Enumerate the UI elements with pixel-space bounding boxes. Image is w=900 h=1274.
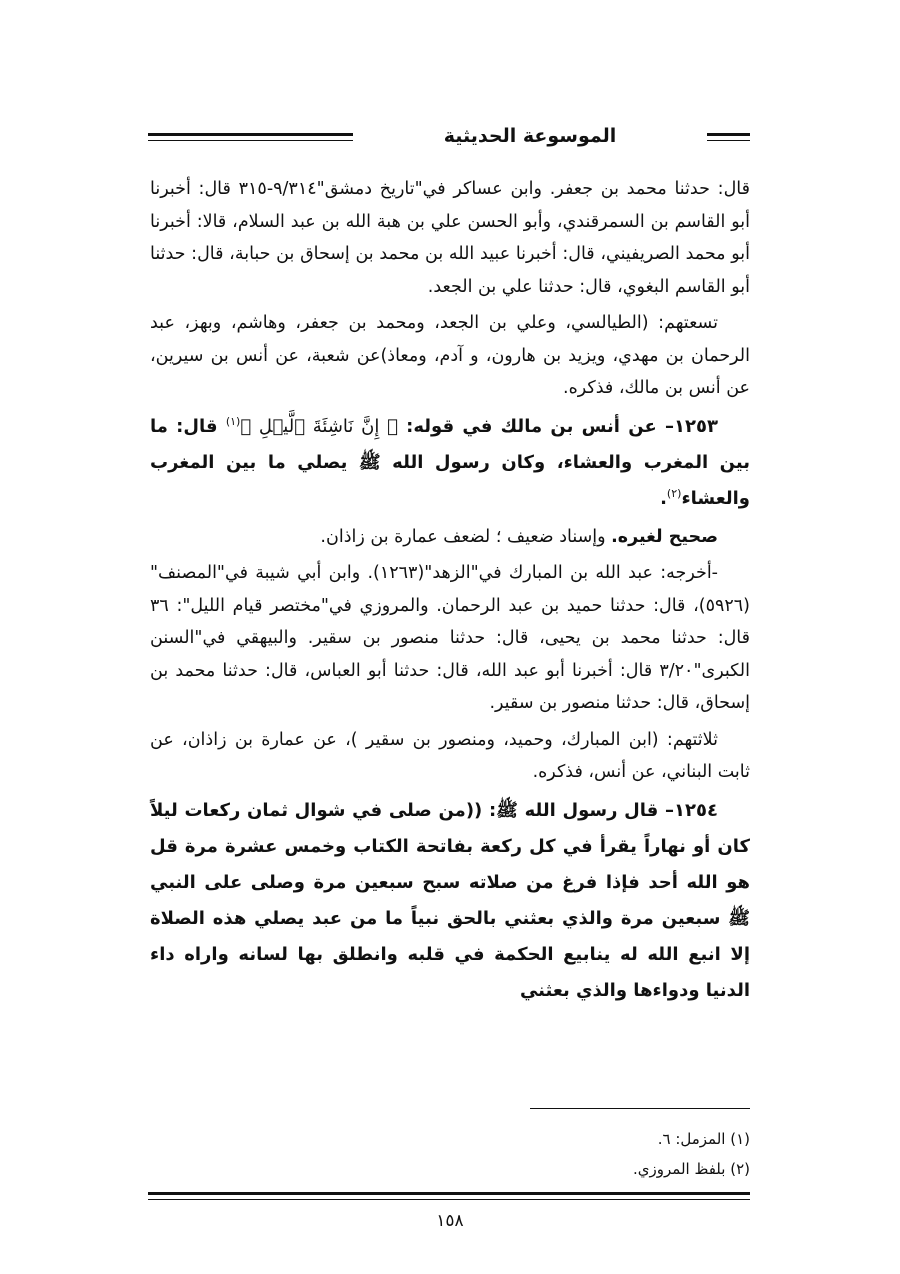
- grade-label: صحيح لغيره.: [611, 526, 718, 547]
- grade-1253: [150, 521, 750, 554]
- page-header: [148, 122, 750, 152]
- footnote-separator: [530, 1108, 750, 1109]
- footnotes: [150, 1124, 750, 1184]
- paragraph-isnad-continued: قال: حدثنا محمد بن جعفر. وابن عساكر في"تاريخ دمشق"٩/٣١٤-٣١٥ قال: أخبرنا أبو القاسم بن السمرقندي، وأبو الحسن علي بن هبة الله بن عبد السلام، قالا: أخبرنا أبو محمد الصريفيني، قال: أخبرنا عبيد الله بن محمد بن إسحاق بن حبابة، قال: حدثنا أبو القاسم البغوي، قال: حدثنا علي بن الجعد.: [150, 179, 750, 297]
- hadith-1253-intro: ١٢٥٣– عن أنس بن مالك في قوله:: [397, 415, 718, 437]
- page-body: [150, 173, 750, 1009]
- hadith-1254: ١٢٥٤– قال رسول الله ﷺ: ((من صلى في شوال ثمان ركعات ليلاً كان أو نهاراً يقرأ في كل ركعة بفاتحة الكتاب وخمس عشرة مرة قل هو الله أحد فإذا فرغ من صلاته سبح سبعين مرة وصلى على النبي ﷺ سبعين مرة والذي بعثني بالحق نبياً ما من عبد يصلي هذه الصلاة إلا انبع الله له ينابيع الحكمة في قلبه وانطلق بها لسانه واراه داء الدنيا ودواءها والذي بعثني: [150, 799, 750, 1001]
- takhrij-1253-summary: ثلاثتهم: (ابن المبارك، وحميد، ومنصور بن سقير )، عن عمارة بن زاذان، عن ثابت البناني، عن أنس، فذكره.: [150, 729, 750, 782]
- hadith-1253-end: .: [660, 487, 667, 509]
- header-rule-left: [148, 133, 353, 141]
- page-title: الموسوعة الحديثية: [443, 125, 617, 147]
- paragraph-summary-tisatuhum: تسعتهم: (الطيالسي، وعلي بن الجعد، ومحمد بن جعفر، وهاشم، وبهز، عبد الرحمان بن مهدي، ويزيد بن هارون، و آدم، ومعاذ)عن شعبة، عن أنس بن سيرين، عن أنس بن مالك، فذكره.: [150, 313, 750, 398]
- hadith-1253: [150, 409, 750, 517]
- footnote-ref-2[interactable]: (٢): [666, 486, 682, 500]
- footer-rule: [148, 1192, 750, 1200]
- footnote-2: (٢) بلفظ المروزي.: [633, 1160, 750, 1178]
- footnote-1: (١) المزمل: ٦.: [657, 1130, 750, 1148]
- grade-text: وإسناد ضعيف ؛ لضعف عمارة بن زاذان.: [320, 526, 612, 547]
- header-rule-right: [707, 133, 750, 141]
- footnote-ref-1[interactable]: (١): [225, 414, 241, 428]
- quran-verse: ﴿ إِنَّ نَاشِئَةَ ٱلَّيۡلِ ﴾: [240, 415, 398, 437]
- page-number: ١٥٨: [436, 1211, 464, 1231]
- takhrij-1253: -أخرجه: عبد الله بن المبارك في"الزهد"(١٢٦٣). وابن أبي شيبة في"المصنف"(٥٩٢٦)، قال: حدثنا حميد بن عبد الرحمان. والمروزي في"مختصر قيام الليل": ٣٦ قال: حدثنا محمد بن يحيى، قال: حدثنا منصور بن سقير. والبيهقي في"السنن الكبرى"٣/٢٠ قال: أخبرنا أبو عبد الله، قال: حدثنا أبو العباس، قال: حدثنا محمد بن إسحاق، قال: حدثنا منصور بن سقير.: [150, 563, 750, 713]
- hadith-1253-body: قال: ما بين المغرب والعشاء، وكان رسول الله ﷺ يصلي ما بين المغرب والعشاء: [150, 415, 750, 509]
